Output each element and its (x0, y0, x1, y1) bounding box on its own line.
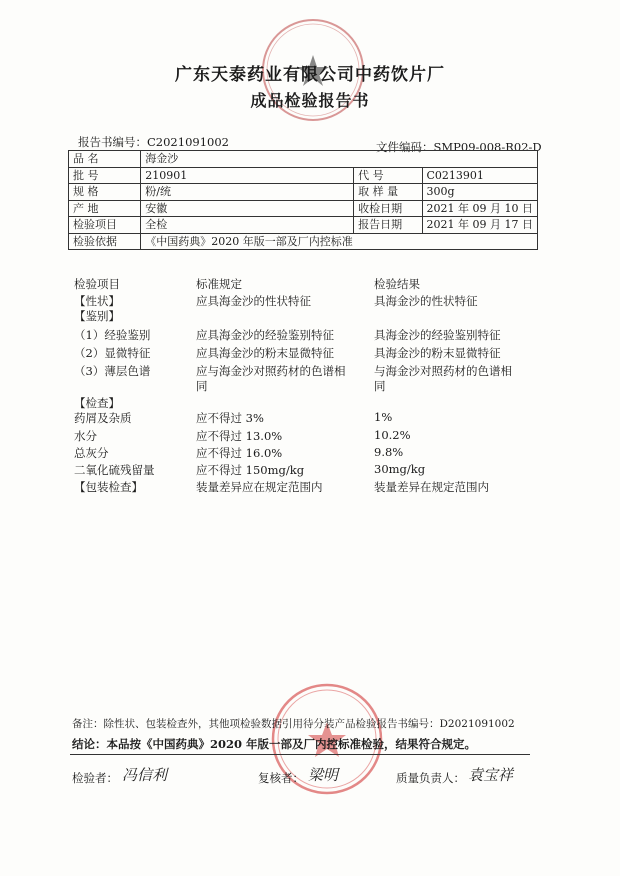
result-value: 装量差异在规定范围内 (374, 480, 489, 494)
result-value: 与海金沙对照药材的色谱相 (374, 364, 512, 378)
col-result-header: 检验结果 (374, 277, 420, 291)
result-row (74, 378, 534, 396)
result-standard: 应不得过 16.0% (196, 446, 283, 460)
sample-value: 300g (422, 184, 537, 201)
name-label: 品 名 (69, 151, 141, 168)
qa-signature: 袁宝祥 (468, 766, 514, 784)
col-standard-header: 标准规定 (196, 277, 242, 291)
result-standard: 同 (196, 379, 208, 393)
basis-label: 检验依据 (69, 233, 141, 250)
company-name: 广东天泰药业有限公司中药饮片厂 (175, 65, 445, 85)
origin-label: 产 地 (69, 200, 141, 217)
result-item: （3）薄层色谱 (74, 364, 151, 378)
result-standard: 应不得过 3% (196, 411, 264, 425)
result-value: 9.8% (374, 445, 404, 459)
reviewer-label: 复核者： (258, 771, 304, 785)
basis-value: 《中国药典》2020 年版一部及厂内控标准 (141, 233, 538, 250)
result-row (74, 428, 534, 446)
result-item: （2）显微特征 (74, 346, 151, 360)
result-item: 【检查】 (74, 396, 120, 410)
origin-value: 安徽 (141, 200, 354, 217)
receive-date-label: 收检日期 (354, 200, 422, 217)
report-date-value: 2021 年 09 月 17 日 (422, 217, 537, 234)
result-row (74, 410, 534, 428)
receive-date-value: 2021 年 09 月 10 日 (422, 200, 537, 217)
test-item-label: 检验项目 (69, 217, 141, 234)
product-info-table (68, 150, 538, 250)
report-number: 报告书编号：C2021091002 (78, 135, 229, 149)
result-standard: 应具海金沙的经验鉴别特征 (196, 328, 334, 342)
code-label: 代 号 (354, 167, 422, 184)
result-row (74, 462, 534, 480)
divider (70, 754, 530, 755)
result-standard: 应与海金沙对照药材的色谱相 (196, 364, 346, 378)
name-value: 海金沙 (141, 151, 538, 168)
result-row (74, 308, 534, 326)
result-value: 10.2% (374, 428, 411, 442)
report-date-label: 报告日期 (354, 217, 422, 234)
result-standard: 应不得过 150mg/kg (196, 463, 305, 477)
result-row (74, 345, 534, 363)
sample-label: 取 样 量 (354, 184, 422, 201)
test-item-value: 全检 (141, 217, 354, 234)
code-value: C0213901 (422, 167, 537, 184)
result-item: 药屑及杂质 (74, 411, 132, 425)
results-header (74, 276, 534, 294)
inspector-signature: 冯信利 (122, 766, 168, 784)
result-item: 二氧化硫残留量 (74, 463, 155, 477)
remark: 备注：除性状、包装检查外，其他项检验数据引用待分装产品检验报告书编号：D2021091002 (72, 718, 515, 730)
result-item: 【鉴别】 (74, 309, 120, 323)
result-row (74, 327, 534, 345)
result-standard: 装量差异应在规定范围内 (196, 480, 323, 494)
batch-value: 210901 (141, 167, 354, 184)
col-item-header: 检验项目 (74, 277, 120, 291)
spec-label: 规 格 (69, 184, 141, 201)
result-value: 具海金沙的经验鉴别特征 (374, 328, 501, 342)
result-item: （1）经验鉴别 (74, 328, 151, 342)
file-number: 文件编码：SMP09-008-R02-D (376, 140, 542, 154)
result-item: 【包装检查】 (74, 480, 143, 494)
result-value: 同 (374, 379, 386, 393)
result-standard: 应具海金沙的粉末显微特征 (196, 346, 334, 360)
result-value: 1% (374, 410, 393, 424)
conclusion: 结论：本品按《中国药典》2020 年版一部及厂内控标准检验，结果符合规定。 (72, 737, 477, 751)
result-row (74, 479, 534, 497)
result-value: 具海金沙的粉末显微特征 (374, 346, 501, 360)
result-row (74, 445, 534, 463)
reviewer-signature: 梁明 (308, 766, 339, 784)
result-standard: 应具海金沙的性状特征 (196, 294, 311, 308)
result-value: 具海金沙的性状特征 (374, 294, 478, 308)
inspector-label: 检验者： (72, 771, 118, 785)
spec-value: 粉/统 (141, 184, 354, 201)
result-item: 水分 (74, 429, 97, 443)
result-value: 30mg/kg (374, 462, 426, 476)
qa-label: 质量负责人： (396, 771, 465, 785)
result-item: 总灰分 (74, 446, 109, 460)
document-title: 成品检验报告书 (250, 91, 370, 110)
result-item: 【性状】 (74, 294, 120, 308)
batch-label: 批 号 (69, 167, 141, 184)
result-standard: 应不得过 13.0% (196, 429, 283, 443)
